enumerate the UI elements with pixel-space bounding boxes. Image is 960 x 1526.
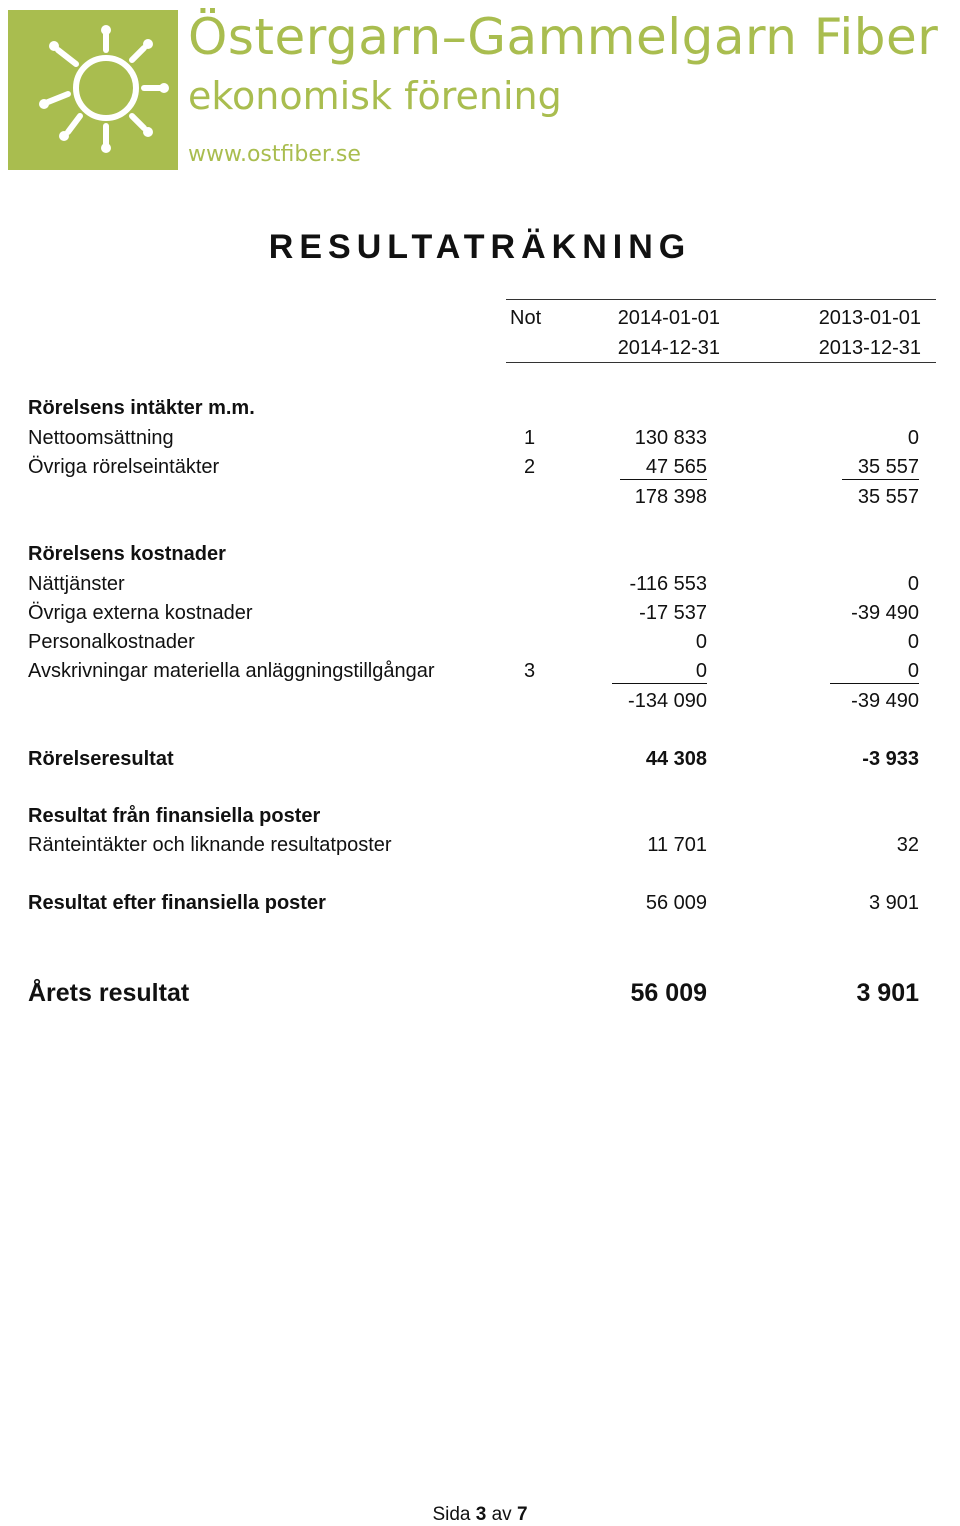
document-title: RESULTATRÄKNING: [268, 228, 692, 266]
row-value-2014: 11 701: [647, 834, 707, 856]
footer-total-pages: 7: [516, 1504, 528, 1525]
section-heading-revenue: Rörelsens intäkter m.m.: [28, 397, 255, 419]
header-bottom-rule: [506, 362, 936, 363]
year-result-label: Årets resultat: [28, 979, 190, 1007]
period1-start: 2014-01-01: [617, 307, 720, 329]
after-financial-2014: 56 009: [645, 892, 707, 914]
page-footer: [0, 1504, 960, 1526]
footer-page-number: 3: [475, 1504, 487, 1525]
row-label: Övriga rörelseintäkter: [28, 456, 220, 478]
row-value-2014: 130 833: [634, 427, 707, 449]
subtotal-2013: 35 557: [857, 486, 919, 508]
row-value-2013: 0: [907, 427, 919, 449]
row-value-2013: 35 557: [842, 456, 919, 480]
row-label: Övriga externa kostnader: [28, 602, 253, 624]
row-note: 1: [524, 427, 536, 449]
after-financial-2013: 3 901: [868, 892, 919, 914]
row-label: Avskrivningar materiella anläggningstillgångar: [28, 660, 435, 682]
organization-website: www.ostfiber.se: [188, 142, 361, 167]
row-value-2014: -17 537: [639, 602, 707, 624]
sun-logo-graphic: [8, 10, 178, 170]
row-label: Nättjänster: [28, 573, 125, 595]
section-heading-financial: Resultat från finansiella poster: [28, 805, 321, 827]
subtotal-2014: 178 398: [634, 486, 707, 508]
year-result-2014: 56 009: [630, 979, 707, 1007]
period2-end: 2013-12-31: [818, 337, 921, 359]
row-value-2014: 47 565: [620, 456, 707, 480]
row-value-2013: -39 490: [851, 602, 919, 624]
operating-result-2013: -3 933: [862, 748, 919, 770]
header-top-rule: [506, 299, 936, 300]
organization-name: Östergarn–Gammelgarn Fiber: [188, 8, 939, 66]
subtotal-2013: -39 490: [851, 690, 919, 712]
row-label: Nettoomsättning: [28, 427, 174, 449]
row-value-2013: 0: [830, 660, 919, 684]
period1-end: 2014-12-31: [617, 337, 720, 359]
footer-middle: av: [491, 1504, 512, 1525]
organization-subtitle: ekonomisk förening: [188, 74, 562, 118]
note-column-header: Not: [510, 307, 542, 329]
sun-logo-icon: [8, 10, 178, 170]
row-label: Personalkostnader: [28, 631, 195, 653]
row-note: 2: [524, 456, 536, 478]
after-financial-label: Resultat efter finansiella poster: [28, 892, 326, 914]
row-value-2014: -116 553: [629, 573, 707, 595]
row-value-2013: 32: [896, 834, 919, 856]
row-value-2014: 0: [612, 660, 707, 684]
row-note: 3: [524, 660, 536, 682]
row-value-2013: 0: [907, 631, 919, 653]
row-label: Ränteintäkter och liknande resultatposter: [28, 834, 392, 856]
row-value-2014: 0: [695, 631, 707, 653]
subtotal-2014: -134 090: [628, 690, 707, 712]
section-heading-costs: Rörelsens kostnader: [28, 543, 226, 565]
row-value-2013: 0: [907, 573, 919, 595]
footer-prefix: Sida: [432, 1504, 471, 1525]
operating-result-2014: 44 308: [645, 748, 707, 770]
operating-result-label: Rörelseresultat: [28, 748, 174, 770]
period2-start: 2013-01-01: [818, 307, 921, 329]
year-result-2013: 3 901: [856, 979, 919, 1007]
